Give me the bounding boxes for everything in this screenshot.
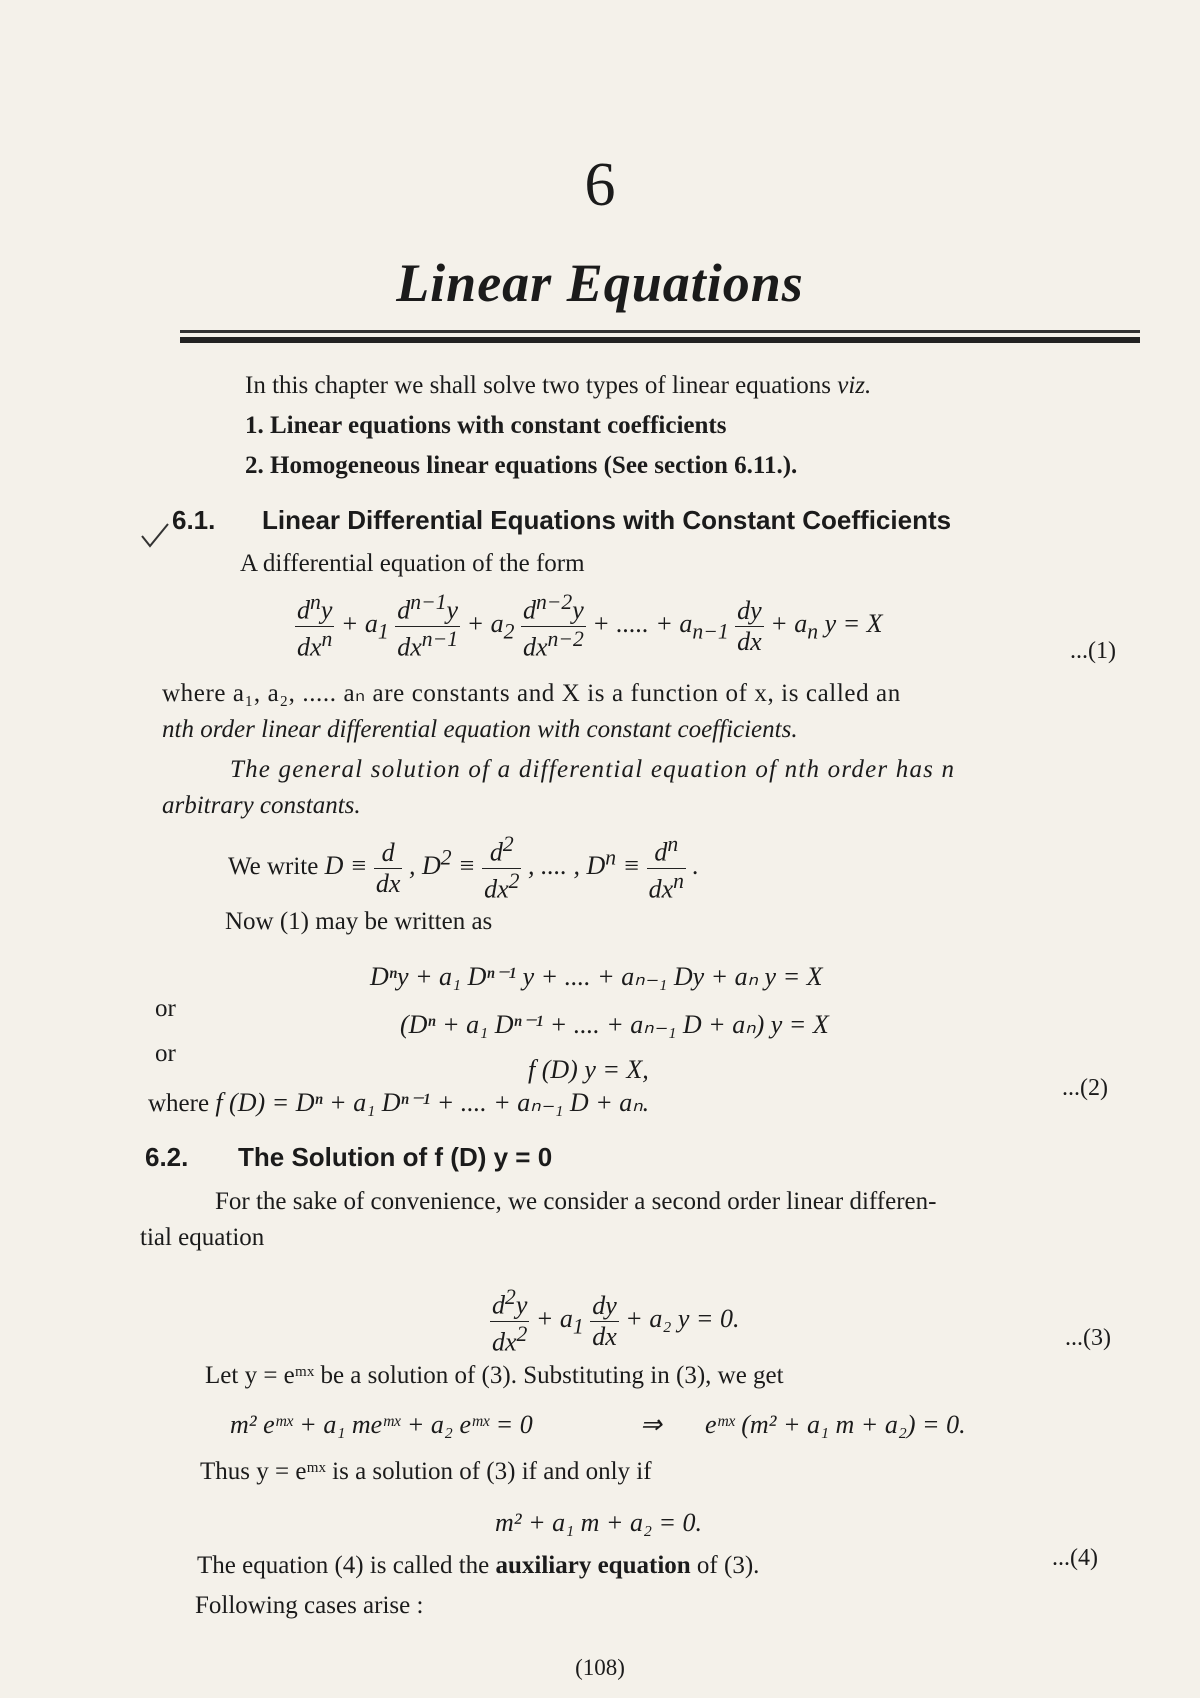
equation-f-form: f (D) y = X,: [528, 1055, 649, 1084]
or-label-1: or: [155, 995, 176, 1022]
section-6-1-lead: A differential equation of the form: [240, 550, 585, 577]
now-line: Now (1) may be written as: [225, 908, 493, 935]
section-6-2-para-line-1: For the sake of convenience, we consider a second order linear differen-: [215, 1188, 937, 1215]
f-definition-expression: f (D) = Dⁿ + a₁ Dⁿ⁻¹ + .... + aₙ₋₁ D + aₙ.: [215, 1088, 650, 1117]
substitution-right: eᵐˣ (m² + a₁ m + a₂) = 0.: [705, 1410, 966, 1439]
intro-item-2: 2. Homogeneous linear equations (See section 6.11.).: [245, 452, 798, 479]
equation-1-label: ...(1): [1070, 638, 1116, 664]
f-definition: [148, 1088, 649, 1118]
page-number: (108): [575, 1655, 625, 1680]
equation-operator-form: Dⁿy + a₁ Dⁿ⁻¹ y + .... + aₙ₋₁ Dy + aₙ y = X: [370, 962, 823, 991]
general-solution-line-1: The general solution of a differential equation of nth order has n: [230, 756, 956, 783]
cases-line: Following cases arise :: [195, 1592, 424, 1619]
section-6-2-para-line-2: tial equation: [140, 1224, 265, 1251]
chapter-title: Linear Equations: [396, 253, 804, 313]
substitution-left: m² eᵐˣ + a₁ meᵐˣ + a₂ eᵐˣ = 0: [230, 1410, 533, 1439]
auxiliary-equation: m² + a₁ m + a₂ = 0.: [495, 1508, 703, 1537]
let-line: Let y = eᵐˣ be a solution of (3). Substituting in (3), we get: [205, 1362, 784, 1389]
section-6-2-heading: The Solution of f (D) y = 0: [238, 1142, 553, 1172]
intro-viz: viz.: [837, 372, 872, 399]
auxiliary-line-start: The equation (4) is called the: [197, 1552, 490, 1579]
where-label: where: [148, 1090, 210, 1117]
section-6-1-number: 6.1.: [172, 505, 216, 535]
chapter-number: 6: [584, 151, 616, 219]
where-constants-line: where a₁, a₂, ..... aₙ are constants and X is a function of x, is called an: [162, 680, 901, 707]
equation-1: $\frac{d^ny}{dx^n}$ + $a_1$ $\frac{d^{n-1}y}{dx^{n-1}}$ + $a_2$ $\frac{d^{n-2}y}{dx^{n-2}}$ + ..... + $a_{n-1}$ $\frac{dy}{dx}$ + $a_n$ y = X: [297, 590, 883, 662]
operator-definition: We write D ≡ $\frac{d}{dx}$ , $D^2$ ≡ $\frac{d^2}{dx^2}$ , .... , $D^n$ ≡ $\frac{d^n}{dx^n}$ .: [228, 832, 699, 904]
equation-3-label: ...(3): [1065, 1325, 1111, 1351]
implies-symbol: ⇒: [640, 1410, 662, 1439]
auxiliary-line: [197, 1552, 759, 1580]
definition-line: nth order linear differential equation with constant coefficients.: [162, 716, 798, 743]
intro-text: In this chapter we shall solve two types of linear equations: [245, 372, 831, 399]
general-solution-line-2: arbitrary constants.: [162, 792, 361, 819]
title-rule-thick: [180, 337, 1140, 343]
section-6-1-heading: Linear Differential Equations with Constant Coefficients: [262, 505, 952, 535]
title-rule-thin: [180, 330, 1140, 333]
intro-line: [245, 372, 871, 400]
thus-line: Thus y = eᵐˣ is a solution of (3) if and only if: [200, 1458, 652, 1485]
equation-3-tail: + a₂ y = 0.: [625, 1304, 740, 1334]
intro-item-1: 1. Linear equations with constant coefficients: [245, 412, 727, 439]
we-write-label: We write: [228, 853, 319, 881]
or-label-2: or: [155, 1040, 176, 1067]
equation-4-label: ...(4): [1052, 1545, 1098, 1571]
equation-3: $\frac{d^2y}{dx^2}$ + $a_1$ $\frac{dy}{dx}$ + a₂ y = 0.: [492, 1285, 740, 1357]
pen-tick-mark-icon: [140, 520, 170, 550]
equation-factored-form: (Dⁿ + a₁ Dⁿ⁻¹ + .... + aₙ₋₁ D + aₙ) y = X: [400, 1010, 829, 1039]
auxiliary-equation-term: auxiliary equation: [495, 1552, 691, 1579]
section-6-2-number: 6.2.: [145, 1142, 189, 1172]
equation-2-label: ...(2): [1062, 1075, 1108, 1101]
auxiliary-line-end: of (3).: [696, 1552, 760, 1579]
